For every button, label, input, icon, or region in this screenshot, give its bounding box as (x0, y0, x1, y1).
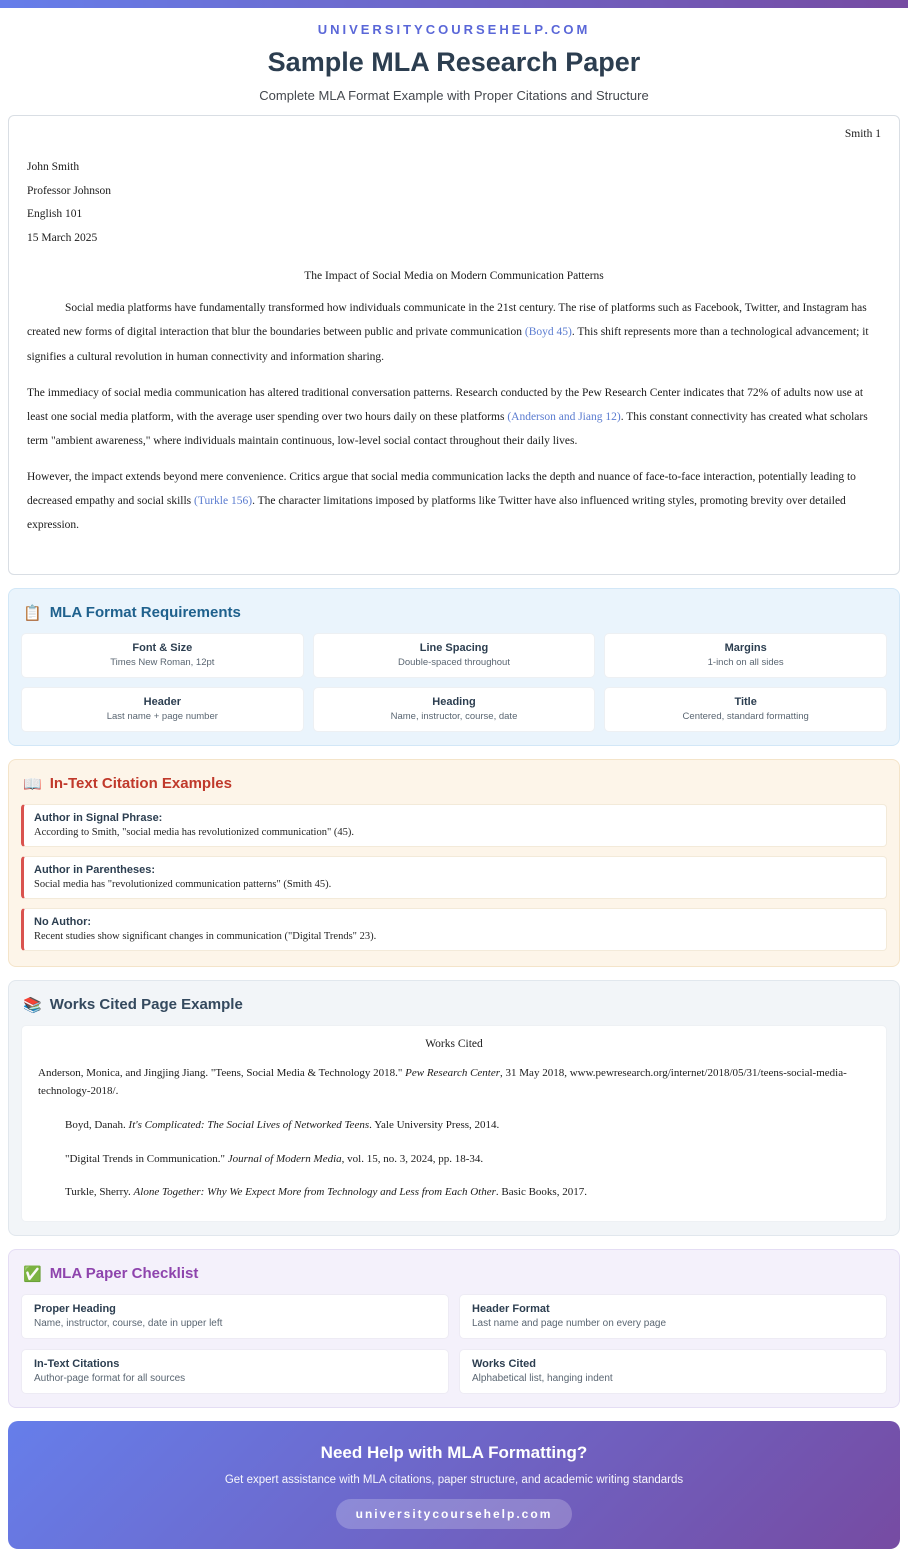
checklist-item-works-cited (459, 1349, 887, 1394)
professor-name: Professor Johnson (27, 184, 112, 197)
mla-heading-block (27, 156, 881, 250)
running-header-page-number: Smith 1 (844, 128, 881, 140)
format-requirements-section (8, 588, 900, 746)
works-cited-heading (23, 996, 885, 1014)
citation-example-no-author (21, 908, 887, 951)
example-text: Social media has "revolutionized communication patterns" (Smith 45). (34, 878, 332, 890)
checklist-item-title: In-Text Citations (34, 1357, 120, 1370)
format-card-line-spacing (313, 633, 596, 678)
section-heading-label: Works Cited Page Example (49, 996, 243, 1014)
format-card-heading (313, 687, 596, 732)
entry-source-italic: Alone Together: Why We Expect More from Technology and Less from Each Other (133, 1186, 496, 1199)
checklist-grid (21, 1294, 887, 1394)
card-detail: Centered, standard formatting (682, 710, 809, 722)
entry-text: Turkle, Sherry. (65, 1186, 134, 1199)
works-cited-section (8, 980, 900, 1236)
checklist-heading (23, 1265, 885, 1283)
card-detail: 1-inch on all sides (707, 656, 784, 668)
format-card-font-size (21, 633, 304, 678)
entry-text: . Basic Books, 2017. (495, 1186, 587, 1199)
checklist-item-proper-heading (21, 1294, 449, 1339)
checklist-item-detail: Author-page format for all sources (34, 1372, 186, 1384)
format-requirements-heading (23, 604, 885, 622)
page-subtitle: Complete MLA Format Example with Proper Citations and Structure (259, 88, 649, 103)
citation-example-parentheses (21, 856, 887, 899)
example-text: According to Smith, "social media has revolutionized communication" (45). (34, 826, 354, 838)
open-book-icon: 📖 (23, 775, 42, 793)
card-detail: Name, instructor, course, date (390, 710, 518, 722)
cta-banner (8, 1421, 900, 1549)
site-name-link[interactable]: UNIVERSITYCOURSEHELP.COM (317, 22, 591, 37)
citation-examples-heading (23, 775, 885, 793)
card-title: Font & Size (132, 641, 193, 654)
card-title: Title (734, 695, 757, 708)
entry-text: , vol. 15, no. 3, 2024, pp. 18-34. (341, 1152, 484, 1165)
paragraph-text: Social media platforms have fundamentally transformed how individuals communicate in the 21st century. The rise of platforms such as Facebook, Twitter, and Instagram has created new forms of digital interaction that blur the boundaries between public and private communication (27, 302, 867, 339)
checklist-section (8, 1249, 900, 1408)
works-cited-entry (65, 1183, 870, 1202)
cta-subtitle: Get expert assistance with MLA citations, paper structure, and academic writing standards (224, 1473, 684, 1486)
citation-examples-section (8, 759, 900, 967)
paragraph-text: . The character limitations imposed by platforms like Twitter have also influenced writing styles, promoting brevity over detailed expression. (27, 495, 846, 532)
cta-site-button[interactable]: universitycoursehelp.com (336, 1499, 573, 1529)
section-heading-label: MLA Format Requirements (49, 604, 241, 622)
checklist-item-detail: Name, instructor, course, date in upper left (34, 1317, 223, 1329)
inline-citation-link[interactable]: (Anderson and Jiang 12) (507, 410, 621, 423)
page-title: Sample MLA Research Paper (267, 47, 641, 77)
card-title: Heading (432, 695, 476, 708)
entry-source-italic: Journal of Modern Media (227, 1152, 342, 1165)
clipboard-icon: 📋 (23, 604, 42, 622)
entry-source-italic: It's Complicated: The Social Lives of Networked Teens (128, 1118, 370, 1131)
sample-paper-page (8, 115, 900, 575)
paragraph-text: However, the impact extends beyond mere convenience. Critics argue that social media communication lacks the depth and nuance of face-to-face interaction, potentially leading to decreased empathy and social skills (27, 471, 856, 508)
accent-gradient-bar (0, 0, 908, 8)
site-header (0, 8, 908, 115)
inline-citation-link[interactable]: (Boyd 45) (524, 326, 572, 339)
student-name: John Smith (27, 161, 80, 173)
works-cited-entry (38, 1064, 870, 1101)
entry-text: . Yale University Press, 2014. (369, 1118, 500, 1131)
entry-text: "Digital Trends in Communication." (65, 1152, 228, 1165)
paper-date: 15 March 2025 (27, 231, 98, 244)
section-heading-label: MLA Paper Checklist (49, 1265, 199, 1283)
checklist-item-title: Proper Heading (34, 1302, 116, 1315)
card-detail: Last name + page number (106, 710, 218, 722)
section-heading-label: In-Text Citation Examples (49, 775, 232, 793)
checklist-item-in-text-citations (21, 1349, 449, 1394)
essay-paragraph (27, 465, 881, 537)
citation-example-signal-phrase (21, 804, 887, 847)
format-card-margins (604, 633, 887, 678)
paragraph-text: . This constant connectivity has created what scholars term "ambient awareness," where individuals maintain continuous, low-level social contact throughout their daily lives. (27, 410, 868, 447)
checklist-item-header-format (459, 1294, 887, 1339)
check-mark-icon: ✅ (23, 1265, 42, 1283)
entry-source-italic: Pew Research Center (405, 1066, 501, 1079)
essay-paragraph (27, 296, 881, 368)
course-name: English 101 (27, 208, 83, 221)
checklist-item-title: Header Format (472, 1302, 550, 1315)
entry-text: Anderson, Monica, and Jingjing Jiang. "Teens, Social Media & Technology 2018." (38, 1066, 406, 1079)
works-cited-entry (65, 1150, 870, 1169)
works-cited-page (21, 1025, 887, 1222)
card-title: Line Spacing (419, 641, 489, 654)
essay-title: The Impact of Social Media on Modern Communication Patterns (304, 270, 604, 283)
example-label: Author in Parentheses: (34, 863, 156, 876)
entry-text: Boyd, Danah. (65, 1118, 129, 1131)
format-card-title (604, 687, 887, 732)
essay-paragraph (27, 381, 881, 453)
card-title: Header (143, 695, 181, 708)
card-title: Margins (724, 641, 767, 654)
checklist-item-title: Works Cited (472, 1357, 536, 1370)
example-text: Recent studies show significant changes in communication ("Digital Trends" 23). (34, 930, 377, 942)
format-card-header (21, 687, 304, 732)
inline-citation-link[interactable]: (Turkle 156) (194, 495, 253, 508)
card-detail: Double-spaced throughout (398, 656, 510, 668)
works-cited-page-title: Works Cited (425, 1037, 483, 1050)
cta-title: Need Help with MLA Formatting? (320, 1442, 588, 1462)
books-icon: 📚 (23, 996, 42, 1014)
example-label: No Author: (34, 915, 92, 928)
card-detail: Times New Roman, 12pt (110, 656, 215, 668)
works-cited-entry (65, 1116, 870, 1135)
checklist-item-detail: Last name and page number on every page (472, 1317, 667, 1329)
content-wrapper (8, 115, 900, 1549)
paragraph-text: The immediacy of social media communication has altered traditional conversation patterns. Research conducted by the Pew Research Center indicates that 72% of adults now use at least one social media platform, with the average user spending over two hours daily on these platforms (27, 386, 864, 423)
entry-text: , 31 May 2018, www.pewresearch.org/internet/2018/05/31/teens-social-media-technology-2018/. (38, 1066, 847, 1098)
example-label: Author in Signal Phrase: (34, 811, 163, 824)
checklist-item-detail: Alphabetical list, hanging indent (472, 1372, 613, 1384)
paragraph-text: . This shift represents more than a technological advancement; it signifies a cultural revolution in human connectivity and information sharing. (27, 326, 869, 363)
format-requirements-grid (21, 633, 887, 732)
